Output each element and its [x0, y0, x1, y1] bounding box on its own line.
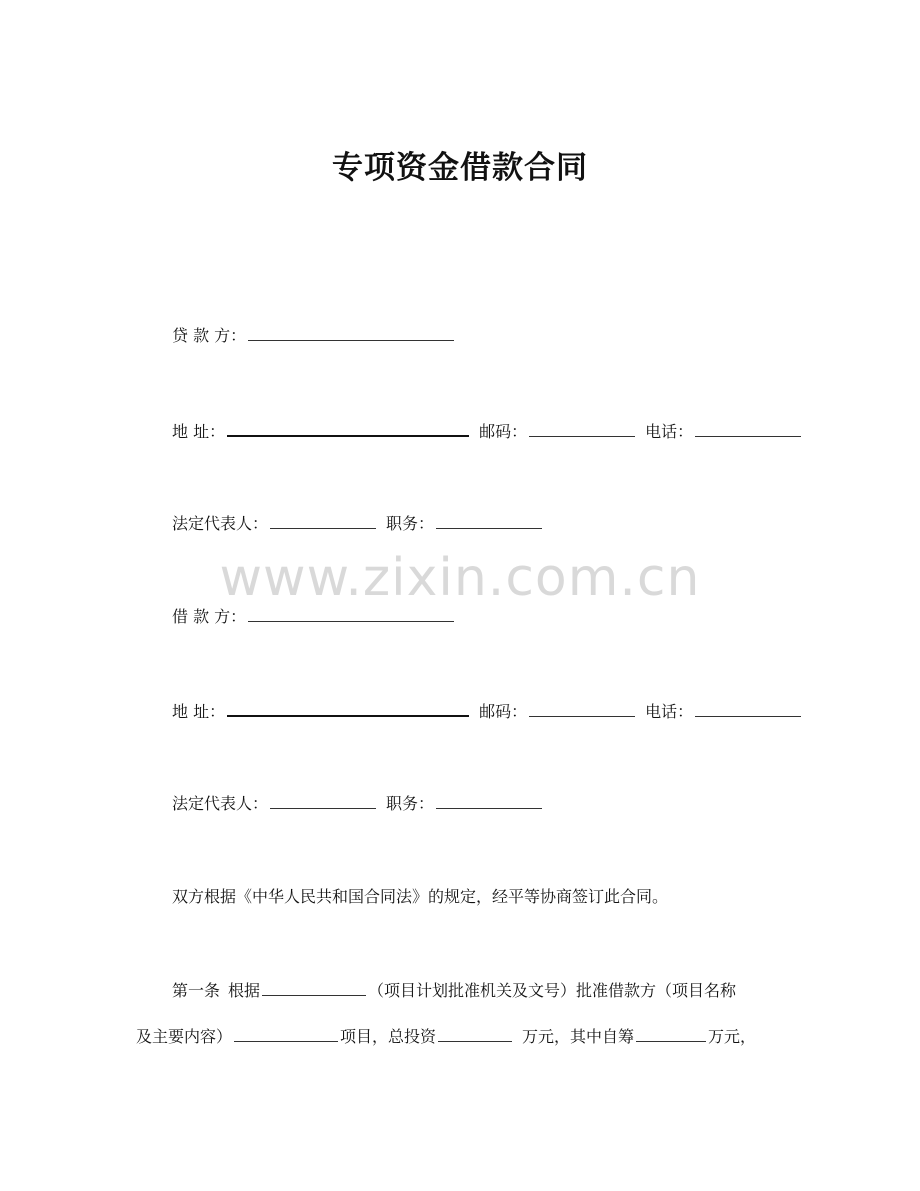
watermark: www.zixin.com.cn	[219, 548, 701, 608]
borrower-address-line	[172, 699, 803, 724]
lender-rep-line	[172, 512, 544, 536]
article1-part2: （项目计划批准机关及文号）批准借款方（项目名称	[368, 981, 737, 1000]
borrower-name-field[interactable]	[248, 605, 454, 622]
borrower-position-label: 职务：	[386, 794, 435, 813]
lender-postcode-label: 邮码：	[479, 422, 528, 441]
borrower-rep-field[interactable]	[270, 792, 376, 809]
borrower-postcode-label: 邮码：	[479, 702, 528, 721]
lender-position-label: 职务：	[386, 514, 435, 533]
lender-name-field[interactable]	[248, 324, 454, 341]
article1-part1: 根据	[228, 981, 261, 1000]
borrower-rep-line	[172, 792, 544, 816]
preamble: 双方根据《中华人民共和国合同法》的规定，经平等协商签订此合同。	[172, 887, 669, 906]
self-raised-field[interactable]	[636, 1025, 706, 1042]
article1-part4: 项目，总投资	[340, 1027, 437, 1046]
lender-rep-label: 法定代表人：	[172, 514, 269, 533]
borrower-rep-label: 法定代表人：	[172, 794, 269, 813]
lender-postcode-field[interactable]	[529, 420, 635, 437]
total-investment-field[interactable]	[438, 1025, 512, 1042]
borrower-postcode-field[interactable]	[529, 700, 635, 717]
lender-address-line	[172, 419, 803, 444]
article1-part5: 万元，其中自筹	[522, 1027, 635, 1046]
borrower-address-field[interactable]	[227, 699, 469, 717]
borrower-position-field[interactable]	[436, 792, 542, 809]
article1-line1	[172, 979, 736, 1003]
approval-authority-field[interactable]	[262, 979, 366, 996]
lender-address-field[interactable]	[227, 419, 469, 437]
borrower-phone-field[interactable]	[695, 700, 801, 717]
lender-position-field[interactable]	[436, 512, 542, 529]
borrower-label: 借 款 方：	[172, 607, 247, 626]
article1-line2	[136, 1025, 756, 1049]
article1-part6: 万元，	[708, 1027, 757, 1046]
article1-part3: 及主要内容）	[136, 1027, 233, 1046]
lender-line	[172, 324, 456, 348]
lender-address-label: 地 址：	[172, 422, 226, 441]
project-name-field[interactable]	[234, 1025, 338, 1042]
borrower-phone-label: 电话：	[645, 702, 694, 721]
document-title: 专项资金借款合同	[332, 150, 588, 186]
lender-phone-label: 电话：	[645, 422, 694, 441]
lender-rep-field[interactable]	[270, 512, 376, 529]
article1-label: 第一条	[172, 981, 221, 1000]
borrower-line	[172, 605, 456, 629]
lender-label: 贷 款 方：	[172, 326, 247, 345]
lender-phone-field[interactable]	[695, 420, 801, 437]
borrower-address-label: 地 址：	[172, 702, 226, 721]
